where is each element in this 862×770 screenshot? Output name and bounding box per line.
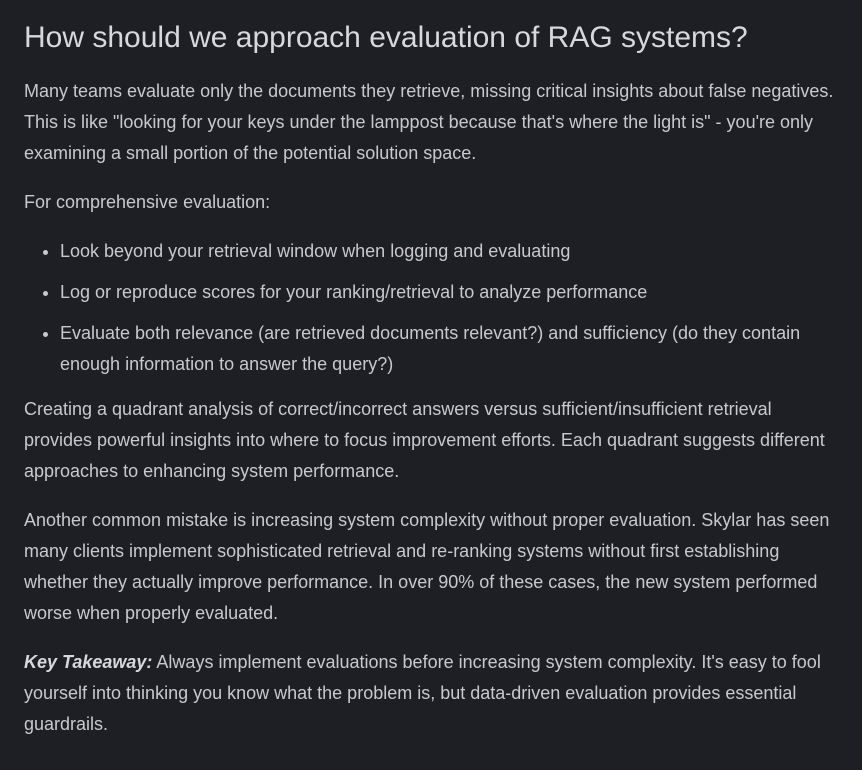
list-item: • Look beyond your retrieval window when logging and evaluating: [60, 236, 838, 267]
list-item: • Log or reproduce scores for your ranking/retrieval to analyze performance: [60, 277, 838, 308]
takeaway-paragraph: [24, 647, 838, 740]
list-intro-paragraph: For comprehensive evaluation:: [24, 192, 271, 212]
takeaway-label: Key Takeaway:: [24, 652, 153, 672]
intro-paragraph: Many teams evaluate only the documents they retrieve, missing critical insights about false negatives. This is like "looking for your keys under the lamppost because that's where the light is" - you're only examining a small portion of the potential solution space.: [24, 81, 834, 163]
takeaway-text: Always implement evaluations before increasing system complexity. It's easy to fool yourself into thinking you know what the problem is, but data-driven evaluation provides essential guardrails.: [24, 652, 821, 734]
page-title: How should we approach evaluation of RAG systems?: [24, 21, 748, 54]
evaluation-list: [24, 236, 838, 380]
list-item: • Evaluate both relevance (are retrieved documents relevant?) and sufficiency (do they contain enough information to answer the query?): [60, 318, 838, 380]
complexity-paragraph: Another common mistake is increasing system complexity without proper evaluation. Skylar has seen many clients implement sophisticated retrieval and re-ranking systems without first establishing whether they actually improve performance. In over 90% of these cases, the new system performed worse when properly evaluated.: [24, 510, 830, 623]
quadrant-paragraph: Creating a quadrant analysis of correct/incorrect answers versus sufficient/insufficient retrieval provides powerful insights into where to focus improvement efforts. Each quadrant suggests different approaches to enhancing system performance.: [24, 399, 825, 481]
